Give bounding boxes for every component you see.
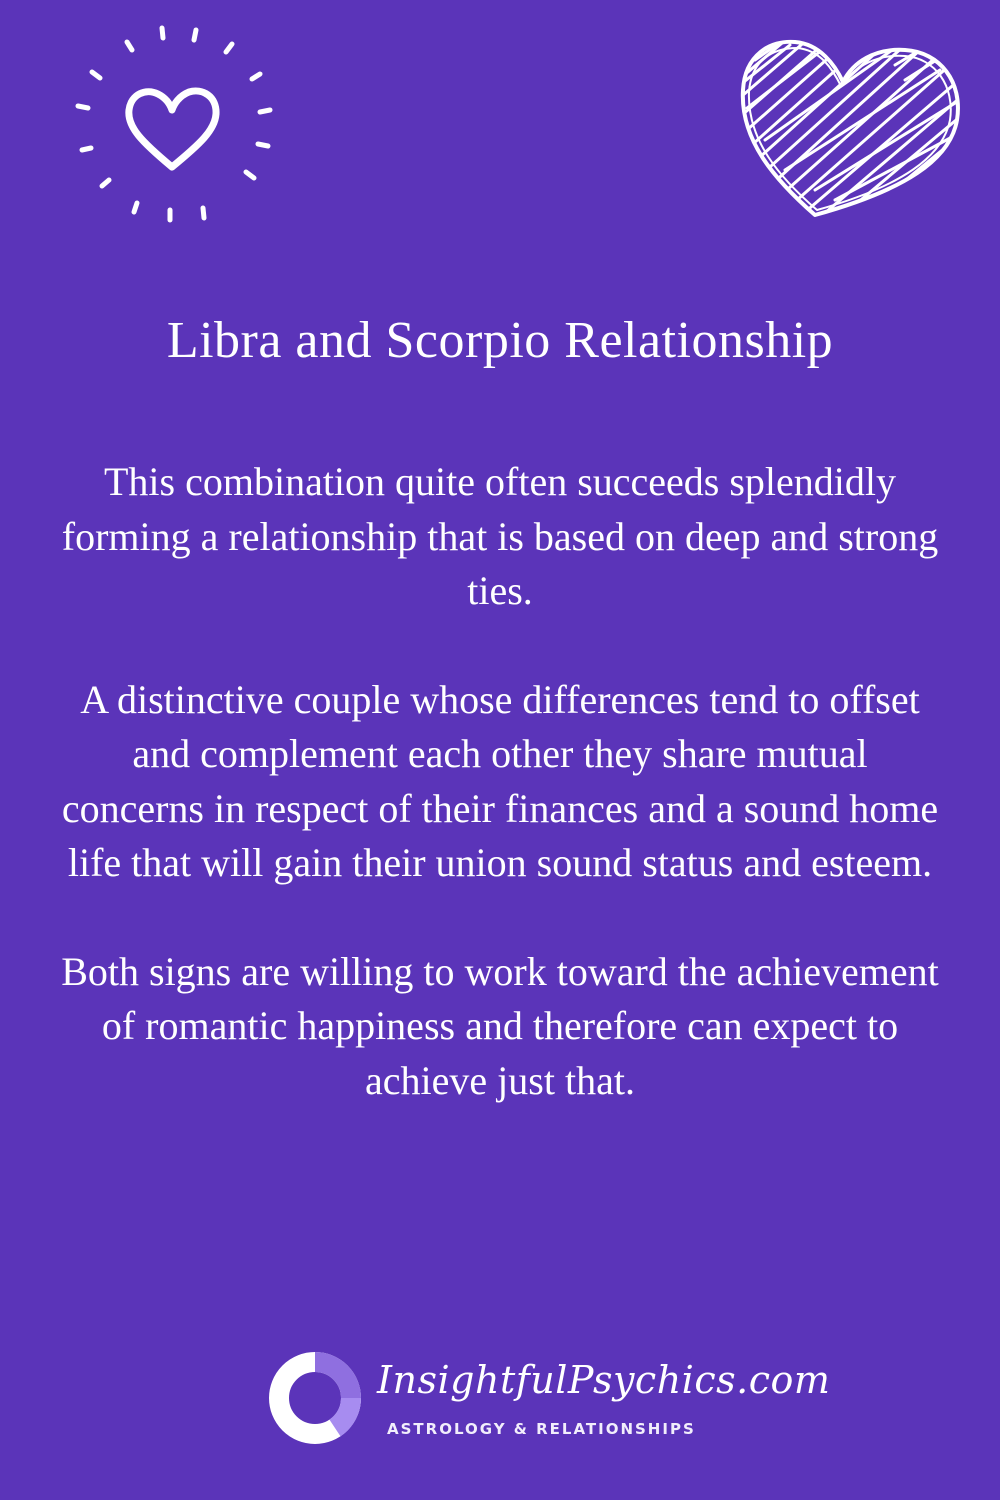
scribble-heart-icon xyxy=(735,20,965,220)
brand-footer xyxy=(265,1340,831,1460)
circle-logo-icon xyxy=(265,1348,365,1448)
body-text xyxy=(60,455,940,1162)
page-title: Libra and Scorpio Relationship xyxy=(166,312,834,369)
heart-burst-icon xyxy=(72,22,282,232)
paragraph-1: This combination quite often succeeds splendidly forming a relationship that is based on deep and strong ties. xyxy=(61,459,939,613)
brand-name: InsightfulPsychics.com xyxy=(377,1358,831,1402)
brand-tagline: ASTROLOGY & RELATIONSHIPS xyxy=(387,1420,696,1438)
paragraph-2: A distinctive couple whose differences tend to offset and complement each other they share mutual concerns in respect of their finances and a sound home life that will gain their union sound status and esteem. xyxy=(61,676,939,885)
paragraph-3: Both signs are willing to work toward the achievement of romantic happiness and therefore can expect to achieve just that. xyxy=(61,948,939,1103)
